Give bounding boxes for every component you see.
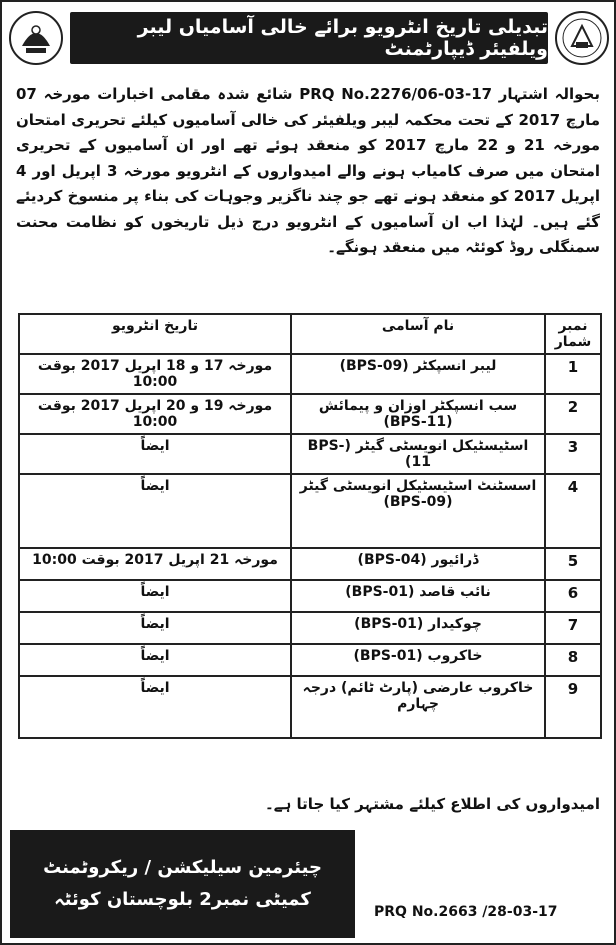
row-serial: 9: [545, 676, 601, 738]
seal-icon: [554, 10, 610, 66]
row-serial: 4: [545, 474, 601, 548]
page-title: تبدیلی تاریخ انٹرویو برائے خالی آسامیاں لیبر ویلفیئر ڈیپارٹمنٹ: [70, 12, 548, 64]
table-row: [19, 580, 601, 612]
row-serial: 1: [545, 354, 601, 394]
row-date: مورخہ 17 و 18 اپریل 2017 بوقت 10:00: [19, 354, 291, 394]
signature-line-1: چیئرمین سیلیکشن / ریکروٹمنٹ: [43, 857, 322, 878]
notice-text: بحوالہ اشتہار PRQ No.2276/06-03-17 شائع شدہ مقامی اخبارات مورخہ 07 مارچ 2017 کے تحت محکمہ لیبر ویلفیئر کی خالی آسامیوں کیلئے تحریری امتحان مورخہ 21 و 22 مارچ 2017 کو منعقد ہوئے تھے اور ان آسامیوں کے تحریری امتحان میں صرف کامیاب ہونے والے امیدواروں کے انٹرویو مورخہ 3 اپریل اور 4 اپریل 2017 کو منعقد ہونے تھے جو چند ناگزیر وجوہات کی بناء پر منسوخ کردیئے گئے ہیں۔ لہٰذا اب ان آسامیوں کے انٹرویو درج ذیل تاریخوں کو نظامت محنت سمنگلی روڈ کوئٹہ میں منعقد ہونگے۔: [16, 85, 601, 256]
row-post: نائب قاصد (BPS-01): [291, 580, 545, 612]
row-serial: 8: [545, 644, 601, 676]
row-date: ایضاً: [19, 434, 291, 474]
row-post: اسسٹنٹ اسٹیسٹیکل انویسٹی گیٹر (BPS-09): [291, 474, 545, 548]
row-serial: 6: [545, 580, 601, 612]
table-row: [19, 474, 601, 548]
row-post: لیبر انسپکٹر (BPS-09): [291, 354, 545, 394]
row-date: ایضاً: [19, 644, 291, 676]
government-emblem-icon: [8, 10, 64, 66]
row-post: خاکروب (BPS-01): [291, 644, 545, 676]
table-row: [19, 354, 601, 394]
row-post: سب انسپکٹر اوزان و پیمائش (BPS-11): [291, 394, 545, 434]
signature-block: [10, 830, 355, 938]
row-date: ایضاً: [19, 580, 291, 612]
row-date: ایضاً: [19, 676, 291, 738]
table-row: [19, 548, 601, 580]
row-post: خاکروب عارضی (پارٹ ٹائم) درجہ چہارم: [291, 676, 545, 738]
row-post: چوکیدار (BPS-01): [291, 612, 545, 644]
row-serial: 7: [545, 612, 601, 644]
table-row: [19, 676, 601, 738]
table-row: [19, 394, 601, 434]
row-serial: 5: [545, 548, 601, 580]
table-row: [19, 434, 601, 474]
header: [6, 6, 612, 70]
header-serial: نمبر شمار: [545, 314, 601, 354]
row-date: ایضاً: [19, 612, 291, 644]
row-post: ڈرائیور (BPS-04): [291, 548, 545, 580]
row-serial: 3: [545, 434, 601, 474]
row-date: مورخہ 21 اپریل 2017 بوقت 10:00: [19, 548, 291, 580]
row-date: ایضاً: [19, 474, 291, 548]
notice-paragraph: [16, 82, 600, 261]
row-serial: 2: [545, 394, 601, 434]
table-row: [19, 612, 601, 644]
interview-table: [18, 313, 602, 739]
table-row: [19, 644, 601, 676]
row-post: اسٹیسٹیکل انویسٹی گیٹر (BPS-11): [291, 434, 545, 474]
reference-number: PRQ No.2663 /28-03-17: [374, 904, 558, 920]
header-date: تاریخ انٹرویو: [19, 314, 291, 354]
signature-line-2: کمیٹی نمبر2 بلوچستان کوئٹہ: [54, 889, 311, 910]
row-date: مورخہ 19 و 20 اپریل 2017 بوقت 10:00: [19, 394, 291, 434]
closing-text: امیدواروں کی اطلاع کیلئے مشتہر کیا جاتا ہے۔: [264, 795, 600, 813]
table-header-row: [19, 314, 601, 354]
header-post: نام آسامی: [291, 314, 545, 354]
